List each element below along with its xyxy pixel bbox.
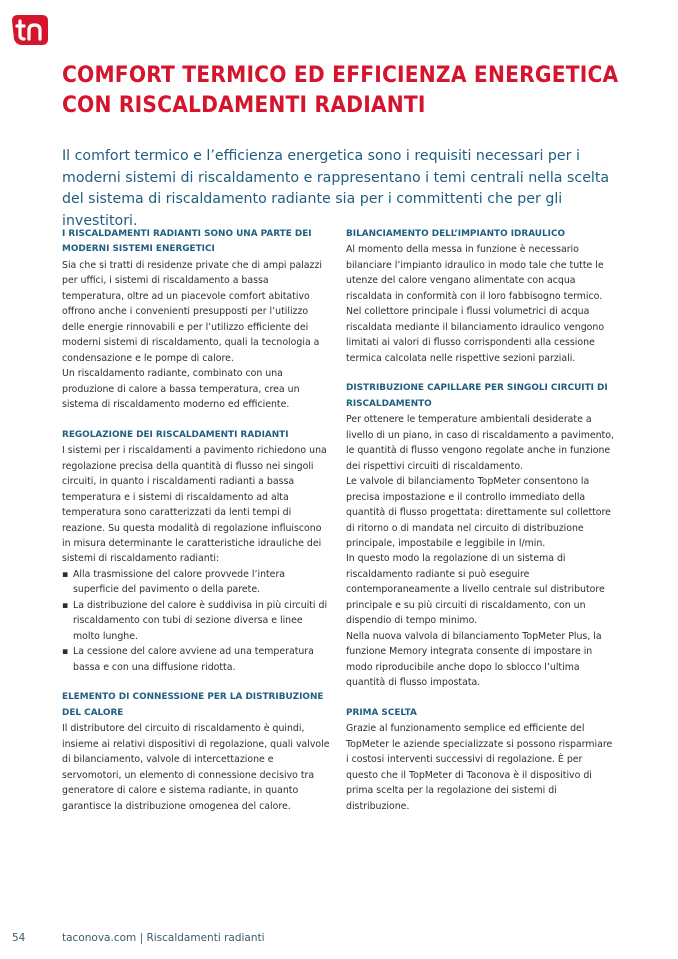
- paragraph: Nella nuova valvola di bilanciamento TopMeter Plus, la funzione Memory integrata consente di impostare in modo riproducibile anche dopo lo sblocco l’ultima quantità di flusso impostata.: [346, 630, 602, 689]
- paragraph: I sistemi per i riscaldamenti a pavimento richiedono una regolazione precisa della quantità di flusso nei singoli circuiti, in quanto i riscaldamenti radianti a bassa temperatura e i sistemi di riscaldamento ad alta temperatura sono caratterizzati da lenti tempi di reazione. Su questa modalità di regolazione influiscono in misura determinante le caratteristiche idrauliche dei sistemi di riscaldamento radianti:: [62, 445, 327, 565]
- right-column: [346, 227, 614, 829]
- section-regolazione: [62, 428, 330, 675]
- section-heading: REGOLAZIONE DEI RISCALDAMENTI RADIANTI: [62, 429, 289, 440]
- paragraph: Nel collettore principale i flussi volumetrici di acqua riscaldata mediante il bilanciamento idraulico vengono limitati ai valori di flusso corrispondenti alla cessione termica calcolata nelle rispettive sezioni parziali.: [346, 306, 605, 364]
- section-heading: PRIMA SCELTA: [346, 707, 417, 718]
- taconova-logo: [12, 15, 48, 45]
- section-prima-scelta: [346, 706, 614, 814]
- paragraph: In questo modo la regolazione di un sistema di riscaldamento radiante si può eseguire contemporaneamente a livello centrale sul distributore principale e su più circuiti di riscaldamento, con un dispendio di tempo minimo.: [346, 553, 605, 627]
- bullet-list: [62, 567, 330, 675]
- section-heading: I RISCALDAMENTI RADIANTI SONO UNA PARTE DEI MODERNI SISTEMI ENERGETICI: [62, 229, 312, 255]
- paragraph: Al momento della messa in funzione è necessario bilanciare l’impianto idraulico in modo tale che tutte le utenze del calore vengano alimentate con acqua riscaldata in conformità con il loro fabbisogno termico.: [346, 244, 604, 302]
- intro-paragraph: Il comfort termico e l’efficienza energetica sono i requisiti necessari per i moderni sistemi di riscaldamento e rappresentano i temi centrali nella scelta del sistema di riscaldamento radiante sia per i committenti che per gli investitori.: [62, 148, 610, 229]
- page-number: 54: [12, 932, 26, 944]
- section-distribuzione-capillare: [346, 381, 614, 690]
- bullet-item: ▪ La distribuzione del calore è suddivisa in più circuiti di riscaldamento con tubi di sezione diversa e linee molto lunghe.: [62, 598, 330, 644]
- paragraph: Sia che si tratti di residenze private che di ampi palazzi per uffici, i sistemi di riscaldamento a bassa temperatura, oltre ad un piacevole comfort abitativo offrono anche i convenienti presupposti per l’utilizzo delle energie rinnovabili e per l’utilizzo efficiente dei moderni sistemi di riscaldamento, quali la tecnologia a condensazione e le pompe di calore.: [62, 259, 322, 364]
- section-heading: DISTRIBUZIONE CAPILLARE PER SINGOLI CIRCUITI DI RISCALDAMENTO: [346, 383, 608, 409]
- paragraph: Grazie al funzionamento semplice ed efficiente del TopMeter le aziende specializzate si possono risparmiare i costosi interventi successivi di regolazione. È per questo che il TopMeter di Taconova è il dispositivo di prima scelta per la regolazione dei sistemi di distribuzione.: [346, 723, 613, 812]
- paragraph: Le valvole di bilanciamento TopMeter consentono la precisa impostazione e il controllo immediato della quantità di flusso progettata: direttamente sul collettore di ritorno o di mandata nel circuito di distribuzione principale, impostabile e leggibile in l/min.: [346, 476, 611, 549]
- bullet-item: ▪ La cessione del calore avviene ad una temperatura bassa e con una diffusione ridotta.: [62, 644, 330, 675]
- left-column: [62, 227, 330, 829]
- bullet-item: ▪ Alla trasmissione del calore provvede l’intera superficie del pavimento o della parete.: [62, 567, 330, 598]
- section-heading: BILANCIAMENTO DELL’IMPIANTO IDRAULICO: [346, 229, 566, 239]
- section-sistemi-energetici: [62, 227, 330, 412]
- footer-text: taconova.com | Riscaldamenti radianti: [62, 932, 265, 944]
- section-heading: ELEMENTO DI CONNESSIONE PER LA DISTRIBUZIONE DEL CALORE: [62, 692, 324, 718]
- section-elemento-connessione: [62, 690, 330, 814]
- paragraph: Il distributore del circuito di riscaldamento è quindi, insieme ai relativi dispositivi di regolazione, quali valvole di bilanciamento, valvole di intercettazione e servomotori, un elemento di connessione decisivo tra generatore di calore e sistema radiante, in quanto garantisce la distribuzione omogenea del calore.: [62, 723, 330, 812]
- paragraph: Un riscaldamento radiante, combinato con una produzione di calore a bassa temperatura, crea un sistema di riscaldamento moderno ed efficiente.: [62, 368, 300, 410]
- page-title: COMFORT TERMICO ED EFFICIENZA ENERGETICA CON RISCALDAMENTI RADIANTI: [62, 62, 619, 118]
- section-bilanciamento: [346, 227, 614, 366]
- paragraph: Per ottenere le temperature ambientali desiderate a livello di un piano, in caso di riscaldamento a pavimento, le quantità di flusso vengono regolate anche in funzione dei rispettivi circuiti di riscaldamento.: [346, 414, 614, 472]
